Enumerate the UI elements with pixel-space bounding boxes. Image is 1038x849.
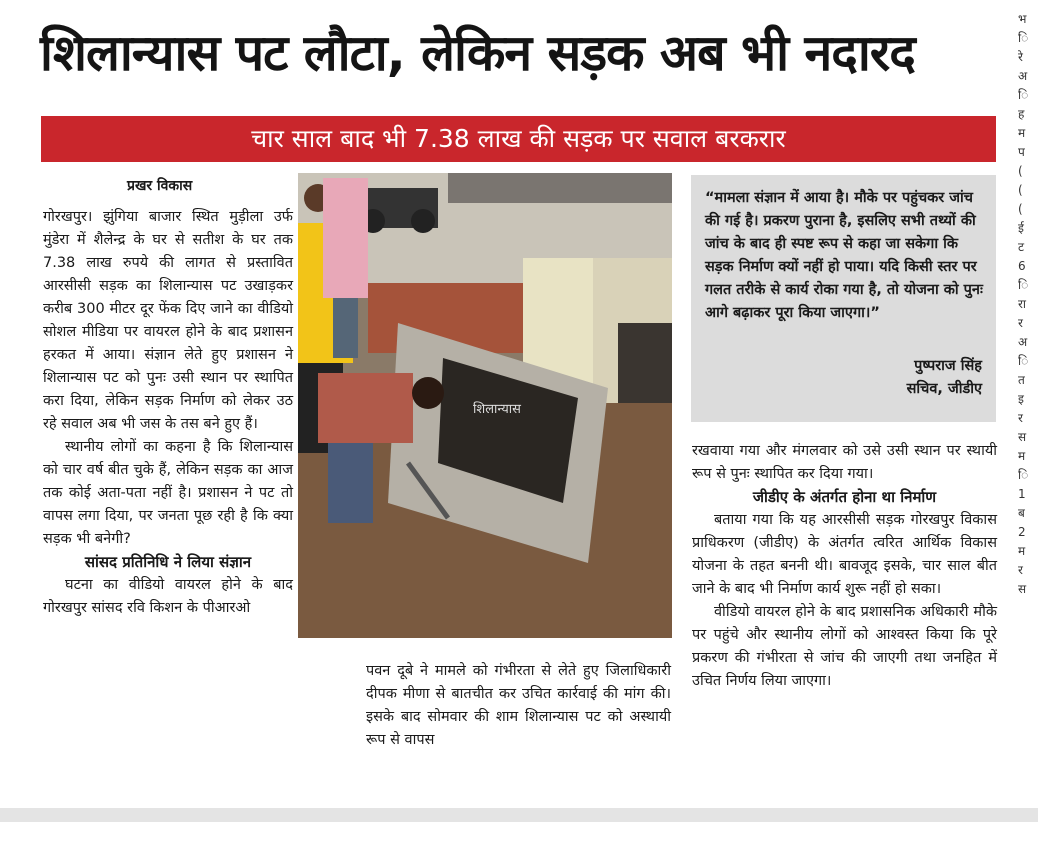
edge-fragment: 6 [1018, 259, 1026, 273]
edge-fragment: म [1018, 449, 1026, 463]
headline: शिलान्यास पट लौटा, लेकिन सड़क अब भी नदारद [40, 24, 915, 82]
col3-paragraph-1: रखवाया गया और मंगलवार को उसे उसी स्थान पर स्थायी रूप से पुनः स्थापित कर दिया गया। [692, 443, 997, 482]
col1-paragraph-3: घटना का वीडियो वायरल होने के बाद गोरखपुर सांसद रवि किशन के पीआरओ [43, 577, 293, 616]
edge-fragment: ि [1018, 354, 1029, 368]
edge-fragment: स [1018, 582, 1027, 596]
edge-fragment: र [1018, 411, 1023, 425]
quote-attribution [907, 355, 982, 401]
edge-fragment: र [1018, 316, 1023, 330]
edge-fragment: 1 [1018, 487, 1026, 501]
article-column-2 [366, 660, 671, 752]
edge-fragment: ि [1018, 468, 1029, 482]
col3-paragraph-3: वीडियो वायरल होने के बाद प्रशासनिक अधिकारी मौके पर पहुंचे और स्थानीय लोगों को आश्वस्त किया कि पूरे प्रकरण की गंभीरता से जांच की जाएगी तथा जनहित में उचित निर्णय लिया जाएगा। [692, 604, 997, 689]
edge-fragment: ( [1018, 202, 1023, 216]
edge-fragment: ट [1018, 240, 1025, 254]
byline: प्रखर विकास [127, 178, 193, 194]
col3-paragraph-2: बताया गया कि यह आरसीसी सड़क गोरखपुर विकास प्राधिकरण (जीडीए) के अंतर्गत त्वरित आर्थिक विकास योजना के तहत बननी थी। बावजूद इसके, चार साल बीत जाने के बाद भी निर्माण कार्य शुरू नहीं हो सका। [692, 512, 997, 597]
news-photo [298, 173, 672, 638]
edge-fragment: ि [1018, 31, 1029, 45]
adjacent-article-fragment [1018, 10, 1038, 770]
edge-fragment: इ [1018, 392, 1024, 406]
edge-fragment: ह [1018, 107, 1025, 121]
edge-fragment: र [1018, 563, 1023, 577]
edge-fragment: ब [1018, 506, 1025, 520]
quote-text: “मामला संज्ञान में आया है। मौके पर पहुंचकर जांच की गई है। प्रकरण पुराना है, इसलिए सभी तथ्यों की जांच के बाद ही स्पष्ट रूप से कहा जा सकेगा कि सड़क निर्माण क्यों नहीं हो पाया। यदि किसी स्तर पर गलत तरीके से कार्य रोका गया है, तो योजना को पुनः आगे बढ़ाकर पूरा किया जाएगा।” [705, 190, 983, 321]
col2-paragraph-1: पवन दूबे ने मामले को गंभीरता से लेते हुए जिलाधिकारी दीपक मीणा से बातचीत कर उचित कार्रवाई की मांग की। इसके बाद सोमवार की शाम शिलान्यास पट को अस्थायी रूप से वापस [366, 663, 671, 748]
col1-paragraph-2: स्थानीय लोगों का कहना है कि शिलान्यास को चार वर्ष बीत चुके हैं, लेकिन सड़क का आज तक कोई अता-पता नहीं है। प्रशासन ने पट तो वापस लगा दिया, पर जनता पूछ रही है कि क्या सड़क भी बनेगी? [43, 439, 293, 547]
edge-fragment: ( [1018, 183, 1023, 197]
edge-fragment: रे [1018, 50, 1023, 64]
page-bottom-band [0, 808, 1038, 822]
col3-subhead: जीडीए के अंतर्गत होना था निर्माण [752, 488, 937, 506]
edge-fragment: स [1018, 430, 1027, 444]
edge-fragment: अ [1018, 335, 1028, 349]
quote-box [691, 175, 996, 422]
deck-banner: चार साल बाद भी 7.38 लाख की सड़क पर सवाल बरकरार [41, 116, 996, 162]
photo-illustration [298, 173, 672, 638]
col1-paragraph-1: गोरखपुर। झुंगिया बाजार स्थित मुड़ीला उर्फ मुंडेरा में शैलेन्द्र के घर से सतीश के घर तक 7.38 लाख रुपये की लागत से प्रस्तावित आरसीसी सड़क का शिलान्यास पट उखाड़कर करीब 300 मीटर दूर फेंक दिए जाने का वीडियो सोशल मीडिया पर वायरल होने के बाद प्रशासन हरकत में आया। संज्ञान लेते हुए प्रशासन ने शिलान्यास पट को पुनः उसी स्थान पर स्थापित करा दिया, लेकिन सड़क निर्माण को लेकर उठ रहे सवाल अब भी जस के तस बने हुए हैं। [43, 209, 293, 432]
edge-fragment: ( [1018, 164, 1023, 178]
quote-author-name: पुष्पराज सिंह [914, 358, 982, 374]
edge-fragment: प [1018, 145, 1025, 159]
edge-fragment: त [1018, 373, 1025, 387]
edge-fragment: ि [1018, 278, 1029, 292]
edge-fragment: रा [1018, 297, 1027, 311]
col1-subhead: सांसद प्रतिनिधि ने लिया संज्ञान [84, 553, 252, 571]
edge-fragment: 2 [1018, 525, 1026, 539]
plaque-text: शिलान्यास [473, 402, 521, 417]
edge-fragment: म [1018, 126, 1026, 140]
edge-fragment: ई [1018, 221, 1024, 235]
article-column-1 [43, 206, 293, 620]
edge-fragment: अ [1018, 69, 1028, 83]
edge-fragment: म [1018, 544, 1026, 558]
quote-author-title: सचिव, जीडीए [906, 381, 982, 397]
edge-fragment: भ [1018, 12, 1027, 26]
article-column-3 [692, 440, 997, 693]
edge-fragment: ि [1018, 88, 1029, 102]
